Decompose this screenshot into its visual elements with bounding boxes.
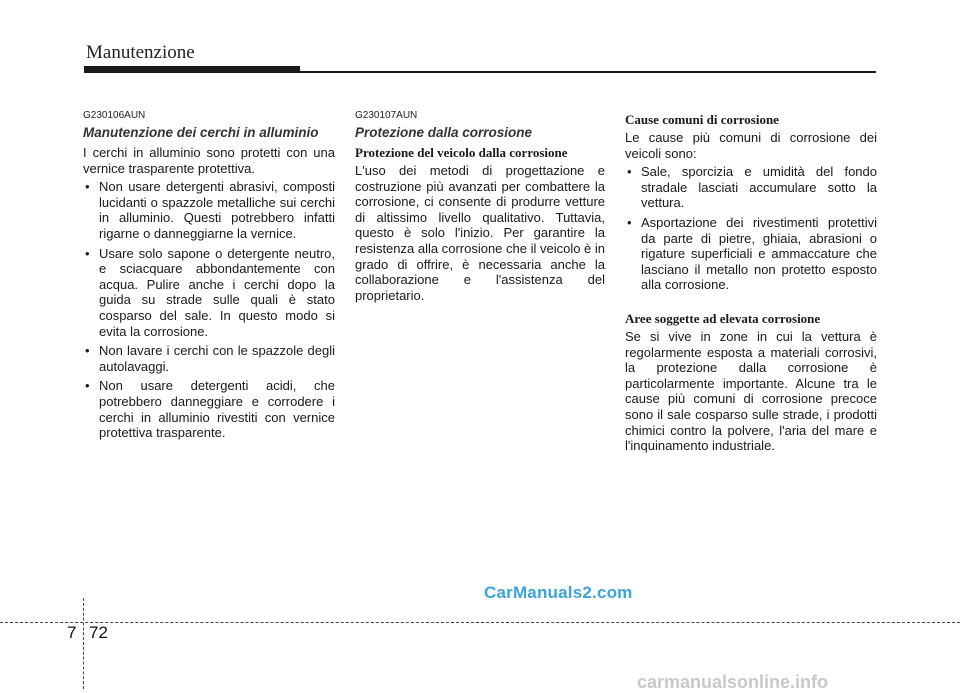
list-item [83, 378, 335, 440]
subsection-title: Cause comuni di corrosione [625, 112, 779, 127]
subsection-title: Protezione del veicolo dalla corrosione [355, 145, 568, 160]
list-item-text: Sale, sporcizia e umidità del fondo stradale lasciati accumulare sotto la vettura. [641, 164, 877, 211]
bullet-icon: • [85, 343, 90, 359]
bullet-list [83, 179, 335, 441]
section-title: Protezione dalla corrosione [355, 125, 533, 140]
list-item-text: Non usare detergenti acidi, che potrebbero danneggiare e corrodere i cerchi in alluminio rivestiti con vernice protettiva trasparente. [99, 378, 335, 441]
section-code: G230107AUN [355, 110, 418, 121]
bullet-icon: • [85, 179, 90, 195]
list-item [625, 215, 877, 293]
watermark-link[interactable]: CarManuals2.com [484, 583, 633, 602]
bullet-list [625, 164, 877, 293]
footer-watermark: carmanualsonline.info [637, 672, 829, 692]
column-middle [355, 110, 605, 306]
bullet-icon: • [85, 378, 90, 394]
bullet-icon: • [85, 245, 90, 261]
list-item [83, 179, 335, 241]
footer-vertical-divider [83, 598, 84, 689]
paragraph: Se si vive in zone in cui la vettura è regolarmente esposta a materiali corrosivi, la protezione dalla corrosione è particolarmente importante. Alcune tra le cause più comuni di corrosione precoce sono il sale cosparso sulle strade, i prodotti chimici contro la polvere, l'aria del mare e l'inquinamento industriale. [625, 328, 877, 454]
bullet-icon: • [627, 164, 632, 180]
page-number: 72 [89, 623, 108, 642]
list-item [83, 343, 335, 374]
paragraph: Le cause più comuni di corrosione dei veicoli sono: [625, 130, 877, 161]
chapter-number: 7 [67, 623, 77, 642]
list-item [83, 246, 335, 340]
column-left [83, 110, 335, 445]
list-item-text: Asportazione dei rivestimenti protettivi da parte di pietre, ghiaia, abrasioni o rigature superficiali e ammaccature che lasciano il metallo non protetto esposto alla corrosione. [641, 214, 877, 293]
footer-divider [0, 622, 960, 623]
list-item-text: Usare solo sapone o detergente neutro, e sciacquare abbondantemente con acqua. Pulire anche i cerchi dopo la guida su strade sulle quali è stato cosparso del sale. In questo modo si evita la corrosione. [99, 245, 335, 339]
list-item [625, 164, 877, 211]
column-right [625, 112, 877, 457]
page-title: Manutenzione [86, 42, 195, 63]
bullet-icon: • [627, 214, 632, 230]
list-item-text: Non lavare i cerchi con le spazzole degli autolavaggi. [99, 343, 335, 374]
section-title: Manutenzione dei cerchi in alluminio [83, 125, 319, 140]
paragraph: L'uso dei metodi di progettazione e costruzione più avanzati per combattere la corrosione, ci consente di produrre vetture di altissimo livello qualitativo. Tuttavia, questo è solo l'inizio. Per garantire la resistenza alla corrosione che il veicolo è in grado di offrire, è necessaria anche la collaborazione e l'assistenza del proprietario. [355, 163, 606, 303]
header-rule-thin [84, 71, 876, 73]
subsection-title: Aree soggette ad elevata corrosione [625, 310, 821, 326]
list-item-text: Non usare detergenti abrasivi, composti lucidanti o spazzole metalliche sui cerchi in alluminio. Questi potrebbero infatti rigarne o danneggiarne la vernice. [99, 179, 335, 241]
section-code: G230106AUN [83, 110, 146, 121]
paragraph: I cerchi in alluminio sono protetti con una vernice trasparente protettiva. [83, 145, 335, 176]
